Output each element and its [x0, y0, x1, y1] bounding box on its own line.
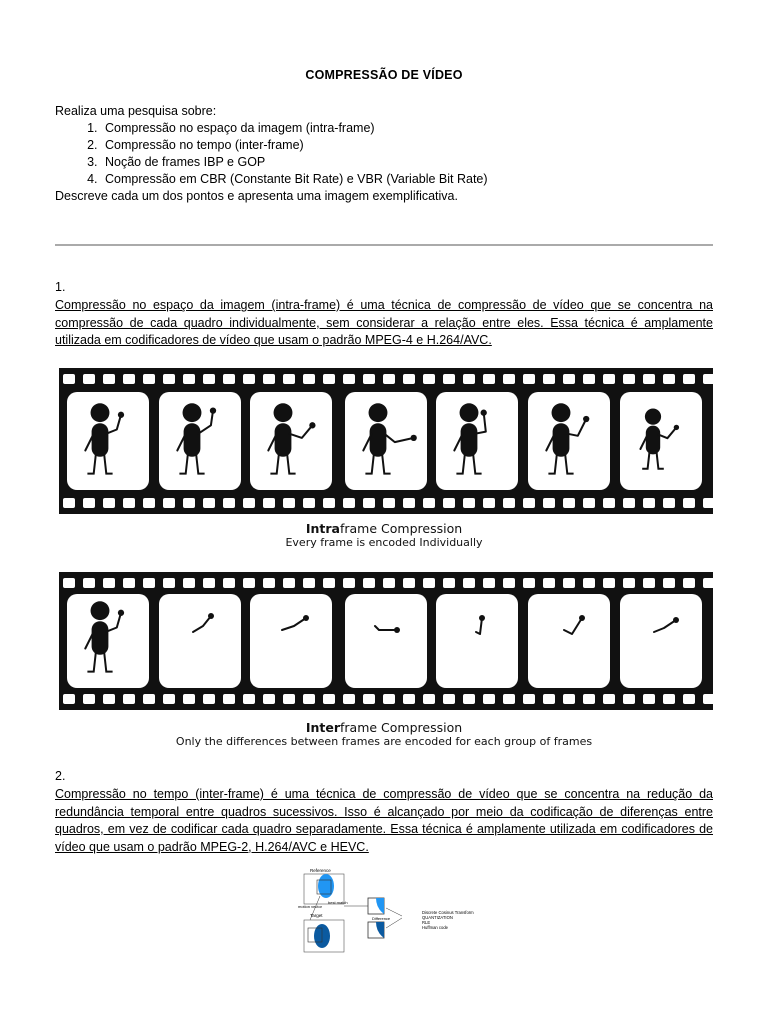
film-sprocket-hole — [523, 498, 535, 508]
step-rle: RLE — [422, 920, 431, 925]
film-sprocket-hole — [343, 374, 355, 384]
film-sprocket-hole — [143, 498, 155, 508]
film-sprocket-hole — [703, 374, 713, 384]
film-sprocket-hole — [103, 578, 115, 588]
film-sprocket-hole — [603, 498, 615, 508]
film-sprocket-hole — [423, 498, 435, 508]
film-sprocket-hole — [543, 578, 555, 588]
film-sprocket-hole — [243, 374, 255, 384]
film-sprocket-hole — [583, 694, 595, 704]
figure-body — [92, 621, 109, 655]
film-sprocket-hole — [363, 578, 375, 588]
film-sprocket-hole — [283, 374, 295, 384]
film-sprocket-hole — [263, 694, 275, 704]
film-sprocket-hole — [563, 578, 575, 588]
film-sprocket-hole — [243, 694, 255, 704]
film-frame — [345, 594, 427, 688]
film-sprocket-hole — [603, 374, 615, 384]
film-sprocket-hole — [483, 374, 495, 384]
film-sprocket-hole — [103, 694, 115, 704]
film-sprocket-hole — [63, 498, 75, 508]
moving-hand-difference — [673, 617, 679, 623]
film-sprocket-hole — [423, 578, 435, 588]
assignment-intro — [55, 103, 488, 205]
film-sprocket-hole — [283, 498, 295, 508]
interframe-film-strip — [55, 572, 713, 710]
film-sprocket-hole — [183, 498, 195, 508]
film-sprocket-hole — [443, 578, 455, 588]
film-sprocket-hole — [203, 374, 215, 384]
film-sprocket-hole — [223, 374, 235, 384]
film-sprocket-hole — [83, 374, 95, 384]
film-sprocket-hole — [103, 374, 115, 384]
figure-body — [275, 423, 292, 457]
film-sprocket-hole — [583, 578, 595, 588]
film-sprocket-hole — [703, 694, 713, 704]
intraframe-caption — [55, 521, 713, 549]
film-sprocket-hole — [63, 374, 75, 384]
film-sprocket-hole — [463, 374, 475, 384]
difference-label: Difference — [372, 916, 391, 921]
figure-hand — [411, 435, 417, 441]
intraframe-subcaption: Every frame is encoded Individually — [285, 536, 483, 549]
film-frame — [250, 594, 332, 688]
film-sprocket-hole — [123, 498, 135, 508]
film-sprocket-hole — [343, 498, 355, 508]
reference-label: Reference — [310, 868, 331, 873]
film-sprocket-hole — [563, 374, 575, 384]
film-sprocket-hole — [363, 498, 375, 508]
film-sprocket-hole — [343, 694, 355, 704]
figure-hand — [583, 416, 589, 422]
film-sprocket-hole — [523, 694, 535, 704]
topic-item: 1. Compressão no espaço da imagem (intra-frame) — [101, 120, 488, 137]
film-sprocket-hole — [443, 498, 455, 508]
figure-hand — [481, 410, 487, 416]
film-frame — [620, 392, 702, 490]
figure-head — [91, 403, 110, 422]
caption-bold: Intra — [305, 521, 340, 536]
film-sprocket-hole — [223, 498, 235, 508]
figure-body — [553, 423, 570, 457]
film-sprocket-hole — [283, 578, 295, 588]
film-sprocket-hole — [183, 578, 195, 588]
film-sprocket-hole — [303, 374, 315, 384]
film-sprocket-hole — [583, 498, 595, 508]
film-sprocket-hole — [683, 374, 695, 384]
film-sprocket-hole — [643, 694, 655, 704]
film-sprocket-hole — [423, 374, 435, 384]
caption-bold: Inter — [305, 720, 340, 735]
film-frame — [436, 594, 518, 688]
figure-head — [460, 403, 479, 422]
film-sprocket-hole — [163, 694, 175, 704]
film-sprocket-hole — [123, 374, 135, 384]
caption-rest: frame Compression — [339, 521, 463, 536]
film-sprocket-hole — [623, 694, 635, 704]
film-sprocket-hole — [323, 498, 335, 508]
reference-object — [318, 874, 334, 898]
film-sprocket-hole — [63, 578, 75, 588]
film-sprocket-hole — [503, 498, 515, 508]
film-sprocket-hole — [643, 578, 655, 588]
film-sprocket-hole — [503, 694, 515, 704]
figure-head — [91, 601, 110, 620]
film-sprocket-hole — [383, 374, 395, 384]
moving-hand-difference — [579, 615, 585, 621]
film-sprocket-hole — [463, 578, 475, 588]
figure-head — [552, 403, 571, 422]
film-sprocket-hole — [203, 694, 215, 704]
film-sprocket-hole — [623, 374, 635, 384]
film-sprocket-hole — [463, 498, 475, 508]
film-sprocket-hole — [623, 498, 635, 508]
figure-hand — [674, 425, 679, 430]
figure-body — [184, 423, 201, 457]
film-sprocket-hole — [83, 694, 95, 704]
film-sprocket-hole — [403, 374, 415, 384]
moving-hand-difference — [303, 615, 309, 621]
figure-body — [461, 423, 478, 457]
figure-head — [274, 403, 293, 422]
film-sprocket-hole — [183, 374, 195, 384]
film-sprocket-hole — [543, 374, 555, 384]
intraframe-film-strip — [55, 368, 713, 514]
best-match-label: best match — [328, 900, 348, 905]
section-2-number: 2. — [55, 769, 66, 783]
interframe-subcaption: Only the differences between frames are encoded for each group of frames — [175, 735, 593, 748]
film-sprocket-hole — [263, 578, 275, 588]
film-sprocket-hole — [323, 578, 335, 588]
film-sprocket-hole — [663, 694, 675, 704]
film-sprocket-hole — [223, 578, 235, 588]
film-frame — [620, 594, 702, 688]
figure-head — [183, 403, 202, 422]
film-sprocket-hole — [283, 694, 295, 704]
arrow-to-dct — [386, 908, 402, 916]
motion-compensation-diagram — [296, 862, 486, 958]
film-sprocket-hole — [363, 694, 375, 704]
moving-hand-difference — [208, 613, 214, 619]
intro-lead: Realiza uma pesquisa sobre: — [55, 104, 217, 118]
film-sprocket-hole — [423, 694, 435, 704]
film-sprocket-hole — [123, 694, 135, 704]
section-1-number: 1. — [55, 280, 66, 294]
film-sprocket-hole — [263, 374, 275, 384]
film-sprocket-hole — [563, 498, 575, 508]
film-sprocket-hole — [263, 498, 275, 508]
film-sprocket-hole — [123, 578, 135, 588]
film-sprocket-hole — [143, 578, 155, 588]
film-sprocket-hole — [603, 578, 615, 588]
horizontal-divider — [55, 244, 713, 246]
film-sprocket-hole — [563, 694, 575, 704]
film-sprocket-hole — [483, 578, 495, 588]
section-2-text: Compressão no tempo (inter-frame) é uma técnica de compressão de vídeo que se concentra na redução da redundância temporal entre quadros sucessivos. Isso é alcançado por meio da codificação de diferenças entre quadros, em vez de codificar cada quadro separadamente. Essa técnica é amplamente utilizada em codificadores de vídeo que usam o padrão MPEG-2, H.264/AVC e HEVC. — [55, 787, 713, 854]
film-sprocket-hole — [103, 498, 115, 508]
film-sprocket-hole — [663, 374, 675, 384]
film-sprocket-hole — [143, 374, 155, 384]
film-frame — [528, 594, 610, 688]
figure-hand — [118, 412, 124, 418]
interframe-caption — [55, 720, 713, 748]
film-sprocket-hole — [663, 498, 675, 508]
film-sprocket-hole — [443, 374, 455, 384]
film-sprocket-hole — [523, 578, 535, 588]
film-sprocket-hole — [403, 498, 415, 508]
film-sprocket-hole — [543, 694, 555, 704]
film-sprocket-hole — [343, 578, 355, 588]
figure-hand — [309, 422, 315, 428]
film-sprocket-hole — [403, 694, 415, 704]
film-sprocket-hole — [323, 694, 335, 704]
film-sprocket-hole — [483, 498, 495, 508]
film-sprocket-hole — [383, 694, 395, 704]
film-sprocket-hole — [703, 498, 713, 508]
motion-vector-label: motion vector — [298, 904, 323, 909]
figure-body — [646, 426, 660, 455]
step-huffman: Huffman code — [422, 925, 448, 930]
film-sprocket-hole — [163, 578, 175, 588]
figure-hand — [210, 407, 216, 413]
caption-rest: frame Compression — [340, 720, 463, 735]
film-sprocket-hole — [303, 694, 315, 704]
film-sprocket-hole — [203, 498, 215, 508]
figure-body — [370, 423, 387, 457]
moving-hand-difference — [479, 615, 485, 621]
film-sprocket-hole — [483, 694, 495, 704]
film-sprocket-hole — [503, 578, 515, 588]
film-sprocket-hole — [323, 374, 335, 384]
film-sprocket-hole — [223, 694, 235, 704]
figure-head — [645, 409, 661, 425]
topic-item: 2. Compressão no tempo (inter-frame) — [101, 137, 488, 154]
film-sprocket-hole — [163, 498, 175, 508]
film-frame — [159, 594, 241, 688]
film-sprocket-hole — [463, 694, 475, 704]
film-sprocket-hole — [303, 498, 315, 508]
film-sprocket-hole — [523, 374, 535, 384]
film-sprocket-hole — [683, 578, 695, 588]
target-label: Target — [310, 913, 323, 918]
film-sprocket-hole — [63, 694, 75, 704]
film-sprocket-hole — [383, 498, 395, 508]
film-sprocket-hole — [183, 694, 195, 704]
film-sprocket-hole — [643, 498, 655, 508]
film-sprocket-hole — [643, 374, 655, 384]
film-sprocket-hole — [143, 694, 155, 704]
moving-hand-difference — [394, 627, 400, 633]
film-sprocket-hole — [443, 694, 455, 704]
film-sprocket-hole — [663, 578, 675, 588]
film-sprocket-hole — [243, 498, 255, 508]
document-title: COMPRESSÃO DE VÍDEO — [305, 68, 463, 82]
film-sprocket-hole — [163, 374, 175, 384]
film-sprocket-hole — [243, 578, 255, 588]
intro-closing: Descreve cada um dos pontos e apresenta uma imagem exemplificativa. — [55, 189, 458, 203]
film-sprocket-hole — [543, 498, 555, 508]
film-sprocket-hole — [683, 694, 695, 704]
figure-head — [369, 403, 388, 422]
film-sprocket-hole — [383, 578, 395, 588]
film-sprocket-hole — [83, 578, 95, 588]
film-sprocket-hole — [603, 694, 615, 704]
film-sprocket-hole — [203, 578, 215, 588]
film-sprocket-hole — [503, 374, 515, 384]
topic-item: 3. Noção de frames IBP e GOP — [101, 154, 488, 171]
figure-body — [92, 423, 109, 457]
figure-hand — [118, 610, 124, 616]
step-dct: Discrete Cosinus Transform — [422, 910, 474, 915]
topic-item: 4. Compressão em CBR (Constante Bit Rate) e VBR (Variable Bit Rate) — [101, 171, 488, 188]
film-sprocket-hole — [83, 498, 95, 508]
topic-list — [55, 120, 488, 188]
step-quantization: QUANTIZATION — [422, 915, 453, 920]
film-sprocket-hole — [363, 374, 375, 384]
film-sprocket-hole — [703, 578, 713, 588]
film-sprocket-hole — [403, 578, 415, 588]
film-sprocket-hole — [303, 578, 315, 588]
film-sprocket-hole — [683, 498, 695, 508]
section-1-text: Compressão no espaço da imagem (intra-frame) é uma técnica de compressão de vídeo que se concentra na compressão de cada quadro individualmente, sem considerar a relação entre eles. Essa técnica é amplamente utilizada em codificadores de vídeo que usam o padrão MPEG-4 e H.264/AVC. — [55, 298, 713, 347]
film-sprocket-hole — [623, 578, 635, 588]
film-sprocket-hole — [583, 374, 595, 384]
